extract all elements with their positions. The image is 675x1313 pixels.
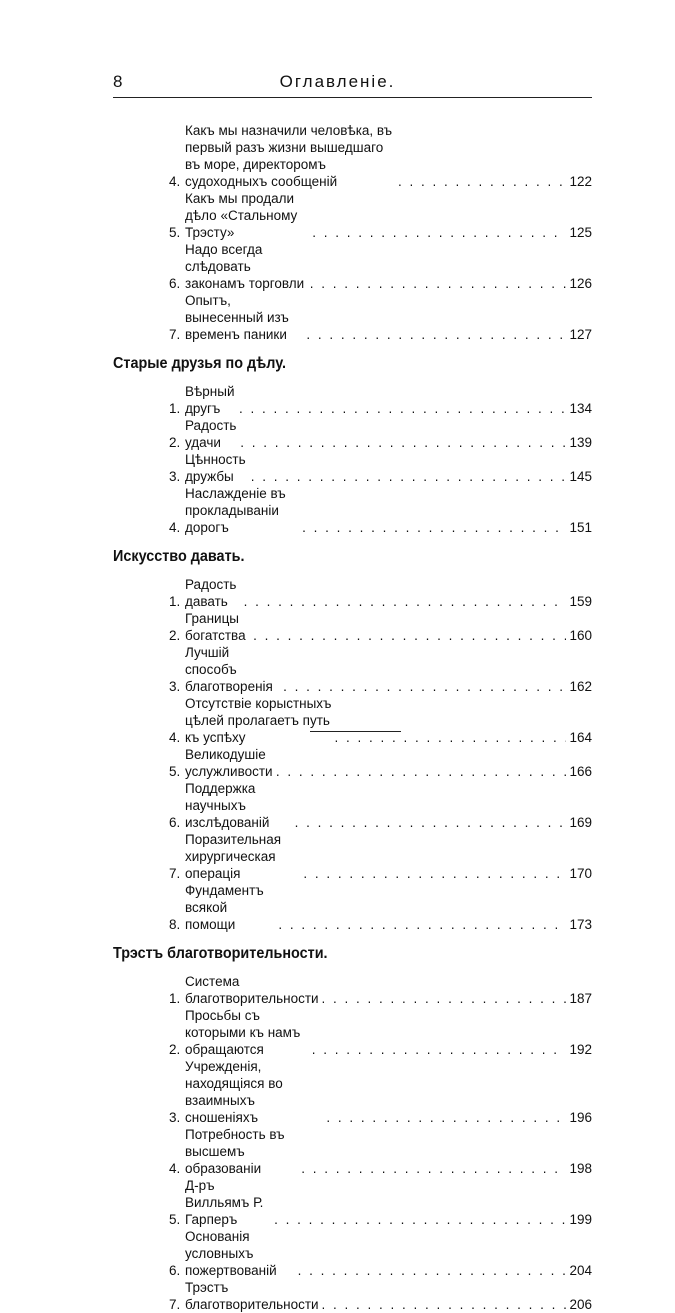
entry-page-number: 173	[569, 917, 592, 932]
dot-leader	[302, 519, 566, 536]
toc-entry	[113, 1228, 592, 1279]
toc-entry	[113, 610, 592, 644]
table-of-contents	[113, 122, 592, 1313]
toc-entry	[113, 241, 592, 292]
entry-title: Д-ръ Вилльямъ Р. Гарперъ	[185, 1178, 264, 1227]
entry-number: 3.	[169, 679, 181, 694]
entry-number: 4.	[169, 174, 181, 189]
entry-title: Какъ мы продали дѣло «Стальному Трэсту»	[185, 191, 298, 240]
entry-number: 6.	[169, 815, 181, 830]
entry-page-number: 134	[569, 401, 592, 416]
entry-title: Отсутствіе корыстныхъ цѣлей пролагаетъ путь къ успѣху	[185, 696, 332, 745]
entry-title: Поддержка научныхъ изслѣдованій	[185, 781, 270, 830]
toc-entry	[113, 383, 592, 417]
dot-leader	[312, 224, 566, 241]
entry-page-number: 122	[569, 174, 592, 189]
dot-leader	[295, 814, 567, 831]
entry-number: 5.	[169, 225, 181, 240]
section-heading: Старые друзья по дѣлу.	[113, 355, 286, 372]
section-heading: Искусство давать.	[113, 548, 245, 565]
toc-entry	[113, 1007, 592, 1058]
entry-title: Фундаментъ всякой помощи	[185, 883, 264, 932]
entry-page-number: 196	[569, 1110, 592, 1125]
toc-entry	[113, 831, 592, 882]
entry-page-number: 127	[569, 327, 592, 342]
toc-entry	[113, 644, 592, 695]
toc-entry	[113, 1177, 592, 1228]
dot-leader	[239, 400, 567, 417]
toc-entry	[113, 122, 592, 190]
toc-entry	[113, 1279, 592, 1313]
entry-number: 7.	[169, 1297, 181, 1312]
toc-entry	[113, 695, 592, 746]
dot-leader	[398, 173, 566, 190]
entry-page-number: 206	[569, 1297, 592, 1312]
toc-entry	[113, 451, 592, 485]
dot-leader	[301, 1160, 566, 1177]
section-heading: Трэстъ благотворительности.	[113, 945, 328, 962]
entry-title: Великодушіе услужливости	[185, 747, 273, 779]
toc-entry	[113, 417, 592, 451]
entry-number: 7.	[169, 866, 181, 881]
toc-entry	[113, 190, 592, 241]
entry-title: Границы богатства	[185, 611, 246, 643]
entry-page-number: 162	[569, 679, 592, 694]
entry-number: 3.	[169, 1110, 181, 1125]
entry-title: Цѣнность дружбы	[185, 452, 246, 484]
toc-entry	[113, 973, 592, 1007]
dot-leader	[276, 763, 567, 780]
entry-page-number: 164	[569, 730, 592, 745]
entry-title: Трэстъ благотворительности	[185, 1280, 319, 1312]
entry-page-number: 192	[569, 1042, 592, 1057]
entry-page-number: 125	[569, 225, 592, 240]
header-rule	[113, 97, 592, 98]
entry-number: 2.	[169, 1042, 181, 1057]
entry-page-number: 204	[569, 1263, 592, 1278]
entry-page-number: 160	[569, 628, 592, 643]
toc-entry	[113, 780, 592, 831]
toc-entry	[113, 1126, 592, 1177]
toc-entry	[113, 746, 592, 780]
entry-title: Потребность въ высшемъ образованіи	[185, 1127, 285, 1176]
dot-leader	[283, 678, 566, 695]
entry-number: 4.	[169, 730, 181, 745]
dot-leader	[298, 1262, 567, 1279]
dot-leader	[312, 1041, 567, 1058]
dot-leader	[303, 865, 566, 882]
entry-page-number: 170	[569, 866, 592, 881]
toc-entry	[113, 882, 592, 933]
entry-title: Вѣрный другъ	[185, 384, 235, 416]
dot-leader	[244, 593, 567, 610]
dot-leader	[278, 916, 566, 933]
entry-title: Лучшій способъ благотворенія	[185, 645, 273, 694]
entry-page-number: 139	[569, 435, 592, 450]
entry-title: Радость удачи	[185, 418, 237, 450]
page-number: 8	[113, 72, 123, 91]
running-title: Оглавленіе.	[279, 72, 396, 91]
toc-entry	[113, 485, 592, 536]
entry-page-number: 198	[569, 1161, 592, 1176]
entry-page-number: 199	[569, 1212, 592, 1227]
entry-title: Наслажденіе въ прокладываніи дорогъ	[185, 486, 286, 535]
entry-title: Надо всегда слѣдовать законамъ торговли	[185, 242, 305, 291]
entry-title: Основанія условныхъ пожертвованій	[185, 1229, 277, 1278]
entry-page-number: 145	[569, 469, 592, 484]
entry-title: Учрежденія, находящіяся во взаимныхъ сношеніяхъ	[185, 1059, 283, 1125]
entry-title: Радость давать	[185, 577, 237, 609]
entry-page-number: 159	[569, 594, 592, 609]
entry-title: Какъ мы назначили человѣка, въ первый разъ жизни вышедшаго въ море, директоромъ судоходныхъ сообщеній	[185, 123, 393, 189]
entry-page-number: 166	[569, 764, 592, 779]
entry-number: 8.	[169, 917, 181, 932]
entry-page-number: 187	[569, 991, 592, 1006]
dot-leader	[274, 1211, 566, 1228]
entry-title: Система благотворительности	[185, 974, 319, 1006]
entry-number: 1.	[169, 991, 181, 1006]
entry-number: 5.	[169, 764, 181, 779]
entry-page-number: 151	[569, 520, 592, 535]
entry-number: 2.	[169, 628, 181, 643]
entry-number: 5.	[169, 1212, 181, 1227]
dot-leader	[306, 326, 566, 343]
entry-number: 7.	[169, 327, 181, 342]
entry-number: 2.	[169, 435, 181, 450]
entry-number: 6.	[169, 276, 181, 291]
dot-leader	[322, 990, 567, 1007]
entry-number: 4.	[169, 520, 181, 535]
dot-leader	[310, 275, 567, 292]
entry-number: 1.	[169, 401, 181, 416]
dot-leader	[251, 468, 567, 485]
entry-title: Опытъ, вынесенный изъ временъ паники	[185, 293, 289, 342]
dot-leader	[253, 627, 566, 644]
entry-number: 4.	[169, 1161, 181, 1176]
end-rule	[310, 731, 401, 732]
entry-number: 3.	[169, 469, 181, 484]
entry-page-number: 126	[569, 276, 592, 291]
toc-entry	[113, 576, 592, 610]
dot-leader	[322, 1296, 567, 1313]
dot-leader	[326, 1109, 566, 1126]
entry-number: 1.	[169, 594, 181, 609]
entry-page-number: 169	[569, 815, 592, 830]
toc-entry	[113, 292, 592, 343]
entry-title: Просьбы съ которыми къ намъ обращаются	[185, 1008, 301, 1057]
toc-entry	[113, 1058, 592, 1126]
dot-leader	[240, 434, 566, 451]
entry-title: Поразительная хирургическая операція	[185, 832, 282, 881]
entry-number: 6.	[169, 1263, 181, 1278]
